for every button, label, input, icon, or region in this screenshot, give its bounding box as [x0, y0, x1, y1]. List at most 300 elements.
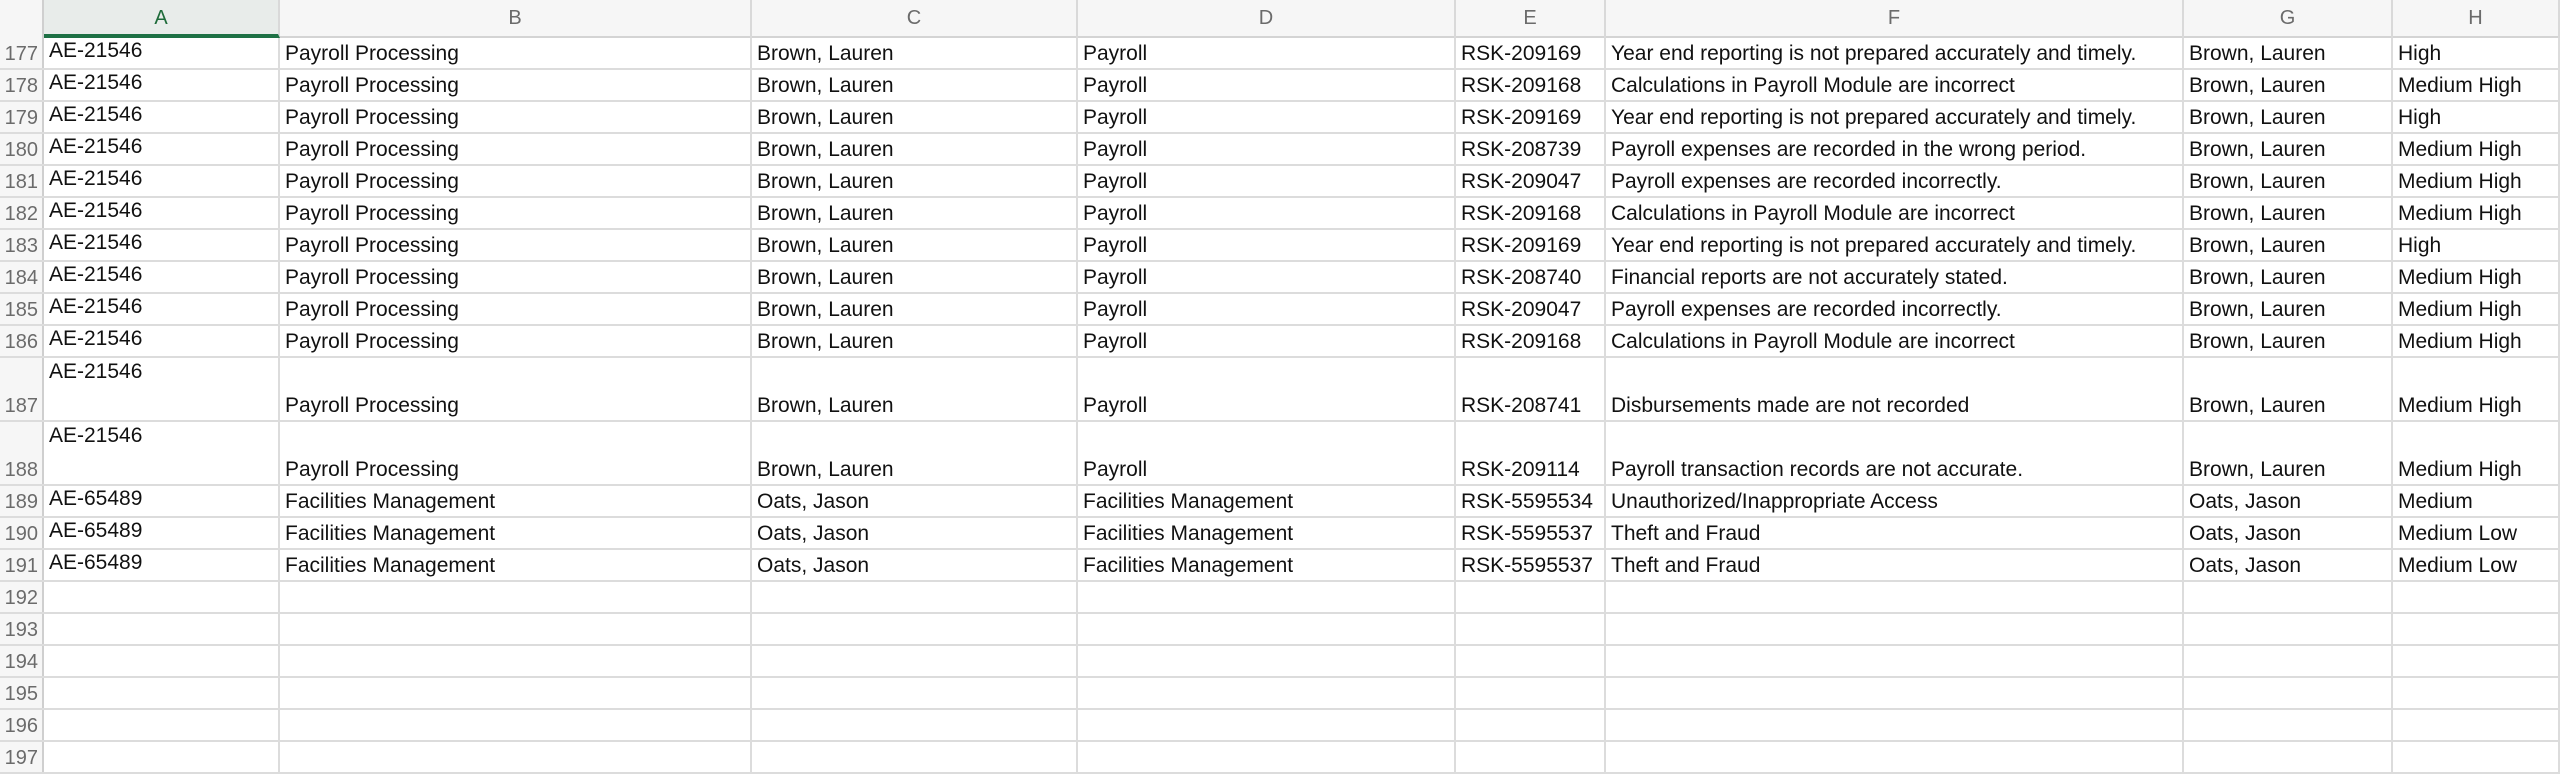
- cell-g[interactable]: [2184, 422, 2393, 484]
- row-header[interactable]: [0, 198, 44, 228]
- cell-e[interactable]: [1456, 582, 1606, 612]
- cell-value: Medium High: [2398, 458, 2522, 481]
- cell-c[interactable]: [752, 582, 1078, 612]
- cell-f[interactable]: [1606, 230, 2184, 260]
- cell-value: RSK-209169: [1461, 106, 1582, 129]
- cell-value: Payroll expenses are recorded in the wrong period.: [1611, 138, 2087, 161]
- row-number: 185: [4, 299, 38, 321]
- cell-e[interactable]: [1456, 134, 1606, 164]
- cell-value: Payroll Processing: [285, 266, 459, 289]
- cell-value: Oats, Jason: [2189, 522, 2302, 545]
- cell-f[interactable]: [1606, 710, 2184, 740]
- cell-g[interactable]: [2184, 38, 2393, 68]
- row-header[interactable]: [0, 326, 44, 356]
- cell-a[interactable]: [44, 198, 280, 228]
- cell-a[interactable]: [44, 614, 280, 644]
- cell-f[interactable]: [1606, 294, 2184, 324]
- cell-g[interactable]: [2184, 742, 2393, 772]
- cell-a[interactable]: [44, 486, 280, 516]
- cell-value: RSK-209047: [1461, 298, 1582, 321]
- cell-g[interactable]: [2184, 166, 2393, 196]
- table-row: [0, 262, 2560, 294]
- cell-value: Payroll expenses are recorded incorrectly.: [1611, 298, 2002, 321]
- cell-value: Brown, Lauren: [757, 170, 894, 193]
- cell-d[interactable]: [1078, 70, 1456, 100]
- cell-g[interactable]: [2184, 582, 2393, 612]
- cell-c[interactable]: [752, 358, 1078, 420]
- cell-c[interactable]: [752, 518, 1078, 548]
- cell-value: Facilities Management: [1083, 490, 1294, 513]
- column-header-e[interactable]: E: [1456, 0, 1606, 38]
- table-row: [0, 294, 2560, 326]
- cell-d[interactable]: [1078, 166, 1456, 196]
- cell-value: Medium: [2398, 490, 2473, 513]
- cell-g[interactable]: [2184, 102, 2393, 132]
- cell-h[interactable]: [2393, 166, 2560, 196]
- cell-h[interactable]: [2393, 230, 2560, 260]
- column-header-b[interactable]: B: [280, 0, 752, 38]
- cell-f[interactable]: [1606, 70, 2184, 100]
- row-number: 187: [4, 395, 38, 417]
- cell-c[interactable]: [752, 198, 1078, 228]
- cell-e[interactable]: [1456, 38, 1606, 68]
- table-row: [0, 102, 2560, 134]
- cell-h[interactable]: [2393, 326, 2560, 356]
- cell-value: Payroll Processing: [285, 234, 459, 257]
- row-header[interactable]: [0, 70, 44, 100]
- table-row: [0, 582, 2560, 614]
- cell-d[interactable]: [1078, 326, 1456, 356]
- cell-g[interactable]: [2184, 230, 2393, 260]
- row-header[interactable]: [0, 518, 44, 548]
- row-header[interactable]: [0, 262, 44, 292]
- cell-f[interactable]: [1606, 422, 2184, 484]
- row-number: 197: [4, 747, 38, 769]
- cell-d[interactable]: [1078, 742, 1456, 772]
- cell-e[interactable]: [1456, 550, 1606, 580]
- cell-a[interactable]: [44, 550, 280, 580]
- cell-g[interactable]: [2184, 262, 2393, 292]
- row-header[interactable]: [0, 614, 44, 644]
- cell-b[interactable]: [280, 326, 752, 356]
- cell-g[interactable]: [2184, 710, 2393, 740]
- cell-value: Brown, Lauren: [757, 330, 894, 353]
- cell-g[interactable]: [2184, 134, 2393, 164]
- cell-e[interactable]: [1456, 198, 1606, 228]
- cell-c[interactable]: [752, 742, 1078, 772]
- cell-d[interactable]: [1078, 422, 1456, 484]
- cell-value: Oats, Jason: [2189, 554, 2302, 577]
- cell-d[interactable]: [1078, 198, 1456, 228]
- cell-h[interactable]: [2393, 518, 2560, 548]
- cell-e[interactable]: [1456, 262, 1606, 292]
- cell-d[interactable]: [1078, 358, 1456, 420]
- column-header-g[interactable]: G: [2184, 0, 2393, 38]
- cell-value: Payroll: [1083, 42, 1148, 65]
- row-header[interactable]: [0, 678, 44, 708]
- cell-a[interactable]: [44, 102, 280, 132]
- cell-value: Medium High: [2398, 266, 2522, 289]
- cell-value: High: [2398, 106, 2442, 129]
- cell-c[interactable]: [752, 486, 1078, 516]
- cell-d[interactable]: [1078, 710, 1456, 740]
- cell-a[interactable]: [44, 134, 280, 164]
- cell-a[interactable]: [44, 294, 280, 324]
- cell-value: RSK-209169: [1461, 42, 1582, 65]
- cell-h[interactable]: [2393, 70, 2560, 100]
- cell-value: Brown, Lauren: [2189, 394, 2326, 417]
- cell-f[interactable]: [1606, 614, 2184, 644]
- cell-g[interactable]: [2184, 294, 2393, 324]
- row-header[interactable]: [0, 486, 44, 516]
- cell-value: Brown, Lauren: [2189, 266, 2326, 289]
- table-row: [0, 518, 2560, 550]
- cell-d[interactable]: [1078, 614, 1456, 644]
- cell-h[interactable]: [2393, 294, 2560, 324]
- row-number: 195: [4, 683, 38, 705]
- cell-a[interactable]: [44, 678, 280, 708]
- row-number: 189: [4, 491, 38, 513]
- cell-f[interactable]: [1606, 38, 2184, 68]
- cell-b[interactable]: [280, 550, 752, 580]
- cell-h[interactable]: [2393, 262, 2560, 292]
- cell-b[interactable]: [280, 678, 752, 708]
- cell-value: RSK-5595534: [1461, 490, 1593, 513]
- cell-value: Oats, Jason: [757, 522, 870, 545]
- cell-c[interactable]: [752, 614, 1078, 644]
- row-header[interactable]: [0, 294, 44, 324]
- cell-c[interactable]: [752, 710, 1078, 740]
- cell-f[interactable]: [1606, 550, 2184, 580]
- column-header-c[interactable]: C: [752, 0, 1078, 38]
- cell-value: RSK-209168: [1461, 202, 1582, 225]
- row-number: 179: [4, 107, 38, 129]
- cell-e[interactable]: [1456, 70, 1606, 100]
- cell-value: AE-21546: [49, 103, 143, 126]
- cell-value: Brown, Lauren: [2189, 42, 2326, 65]
- cell-d[interactable]: [1078, 134, 1456, 164]
- cell-f[interactable]: [1606, 678, 2184, 708]
- cell-h[interactable]: [2393, 102, 2560, 132]
- row-header[interactable]: [0, 422, 44, 484]
- row-header[interactable]: [0, 38, 44, 68]
- cell-c[interactable]: [752, 678, 1078, 708]
- cell-e[interactable]: [1456, 710, 1606, 740]
- cell-c[interactable]: [752, 166, 1078, 196]
- cell-a[interactable]: [44, 166, 280, 196]
- cell-b[interactable]: [280, 294, 752, 324]
- row-number: 177: [4, 43, 38, 65]
- row-header[interactable]: [0, 582, 44, 612]
- cell-value: Brown, Lauren: [757, 74, 894, 97]
- cell-b[interactable]: [280, 422, 752, 484]
- cell-f[interactable]: [1606, 134, 2184, 164]
- cell-b[interactable]: [280, 742, 752, 772]
- cell-h[interactable]: [2393, 582, 2560, 612]
- cell-value: Brown, Lauren: [757, 394, 894, 417]
- row-number: 188: [4, 459, 38, 481]
- cell-value: AE-21546: [49, 71, 143, 94]
- cell-h[interactable]: [2393, 198, 2560, 228]
- cell-b[interactable]: [280, 358, 752, 420]
- cell-h[interactable]: [2393, 486, 2560, 516]
- cell-value: Payroll: [1083, 458, 1148, 481]
- column-header-d[interactable]: D: [1078, 0, 1456, 38]
- cell-f[interactable]: [1606, 198, 2184, 228]
- cell-c[interactable]: [752, 102, 1078, 132]
- cell-b[interactable]: [280, 262, 752, 292]
- cell-value: Calculations in Payroll Module are incorrect: [1611, 74, 2015, 97]
- row-header[interactable]: [0, 166, 44, 196]
- cell-value: AE-21546: [49, 263, 143, 286]
- cell-value: Facilities Management: [285, 554, 496, 577]
- cell-value: RSK-209168: [1461, 330, 1582, 353]
- select-all-corner[interactable]: [0, 0, 44, 38]
- cell-a[interactable]: [44, 422, 280, 484]
- cell-value: AE-21546: [49, 360, 143, 383]
- cell-g[interactable]: [2184, 518, 2393, 548]
- row-header[interactable]: [0, 134, 44, 164]
- column-header-h[interactable]: H: [2393, 0, 2560, 38]
- row-number: 196: [4, 715, 38, 737]
- cell-d[interactable]: [1078, 102, 1456, 132]
- cell-d[interactable]: [1078, 582, 1456, 612]
- cell-value: High: [2398, 42, 2442, 65]
- cell-d[interactable]: [1078, 38, 1456, 68]
- cell-f[interactable]: [1606, 646, 2184, 676]
- cell-h[interactable]: [2393, 614, 2560, 644]
- cell-e[interactable]: [1456, 166, 1606, 196]
- cell-b[interactable]: [280, 230, 752, 260]
- cell-b[interactable]: [280, 198, 752, 228]
- row-header[interactable]: [0, 742, 44, 772]
- cell-g[interactable]: [2184, 198, 2393, 228]
- cell-f[interactable]: [1606, 326, 2184, 356]
- row-number: 191: [4, 555, 38, 577]
- cell-value: Year end reporting is not prepared accurately and timely.: [1611, 234, 2137, 257]
- cell-a[interactable]: [44, 518, 280, 548]
- cell-d[interactable]: [1078, 486, 1456, 516]
- cell-h[interactable]: [2393, 742, 2560, 772]
- row-header[interactable]: [0, 550, 44, 580]
- cell-f[interactable]: [1606, 262, 2184, 292]
- cell-b[interactable]: [280, 486, 752, 516]
- cell-h[interactable]: [2393, 646, 2560, 676]
- cell-value: Brown, Lauren: [2189, 74, 2326, 97]
- cell-e[interactable]: [1456, 294, 1606, 324]
- row-header[interactable]: [0, 358, 44, 420]
- cell-e[interactable]: [1456, 518, 1606, 548]
- table-row: [0, 422, 2560, 486]
- cell-a[interactable]: [44, 710, 280, 740]
- column-header-a[interactable]: A: [44, 0, 280, 38]
- cell-e[interactable]: [1456, 358, 1606, 420]
- cell-b[interactable]: [280, 710, 752, 740]
- cell-e[interactable]: [1456, 102, 1606, 132]
- cell-value: Payroll Processing: [285, 42, 459, 65]
- cell-c[interactable]: [752, 70, 1078, 100]
- row-header[interactable]: [0, 102, 44, 132]
- cell-h[interactable]: [2393, 678, 2560, 708]
- cell-g[interactable]: [2184, 646, 2393, 676]
- cell-f[interactable]: [1606, 582, 2184, 612]
- cell-d[interactable]: [1078, 518, 1456, 548]
- row-header[interactable]: [0, 710, 44, 740]
- cell-value: Payroll: [1083, 394, 1148, 417]
- cell-c[interactable]: [752, 550, 1078, 580]
- cell-value: Payroll: [1083, 298, 1148, 321]
- cell-e[interactable]: [1456, 326, 1606, 356]
- cell-c[interactable]: [752, 294, 1078, 324]
- cell-h[interactable]: [2393, 134, 2560, 164]
- cell-e[interactable]: [1456, 422, 1606, 484]
- cell-a[interactable]: [44, 742, 280, 772]
- cell-f[interactable]: [1606, 358, 2184, 420]
- cell-h[interactable]: [2393, 358, 2560, 420]
- cell-b[interactable]: [280, 102, 752, 132]
- cell-a[interactable]: [44, 230, 280, 260]
- cell-b[interactable]: [280, 518, 752, 548]
- cell-e[interactable]: [1456, 230, 1606, 260]
- cell-value: Brown, Lauren: [2189, 170, 2326, 193]
- table-row: [0, 38, 2560, 70]
- cell-a[interactable]: [44, 262, 280, 292]
- cell-a[interactable]: [44, 358, 280, 420]
- cell-b[interactable]: [280, 646, 752, 676]
- cell-d[interactable]: [1078, 262, 1456, 292]
- cell-f[interactable]: [1606, 102, 2184, 132]
- cell-value: AE-65489: [49, 519, 143, 542]
- cell-c[interactable]: [752, 262, 1078, 292]
- cell-f[interactable]: [1606, 166, 2184, 196]
- cell-c[interactable]: [752, 38, 1078, 68]
- cell-g[interactable]: [2184, 358, 2393, 420]
- row-header[interactable]: [0, 646, 44, 676]
- cell-d[interactable]: [1078, 678, 1456, 708]
- cell-a[interactable]: [44, 38, 280, 68]
- cell-value: Brown, Lauren: [757, 202, 894, 225]
- cell-h[interactable]: [2393, 710, 2560, 740]
- cell-value: Medium Low: [2398, 554, 2518, 577]
- cell-d[interactable]: [1078, 550, 1456, 580]
- cell-value: Payroll: [1083, 170, 1148, 193]
- cell-value: RSK-209114: [1461, 458, 1580, 481]
- cell-g[interactable]: [2184, 678, 2393, 708]
- cell-b[interactable]: [280, 38, 752, 68]
- cell-value: AE-21546: [49, 39, 143, 62]
- cell-value: AE-21546: [49, 167, 143, 190]
- cell-c[interactable]: [752, 326, 1078, 356]
- cell-value: RSK-208741: [1461, 394, 1582, 417]
- cell-value: Payroll Processing: [285, 330, 459, 353]
- cell-e[interactable]: [1456, 742, 1606, 772]
- cell-value: Calculations in Payroll Module are incorrect: [1611, 202, 2015, 225]
- cell-value: Brown, Lauren: [2189, 458, 2326, 481]
- cell-d[interactable]: [1078, 230, 1456, 260]
- cell-c[interactable]: [752, 646, 1078, 676]
- cell-value: RSK-208740: [1461, 266, 1582, 289]
- cell-b[interactable]: [280, 166, 752, 196]
- cell-value: Medium High: [2398, 298, 2522, 321]
- cell-h[interactable]: [2393, 422, 2560, 484]
- cell-d[interactable]: [1078, 646, 1456, 676]
- cell-value: Oats, Jason: [757, 554, 870, 577]
- cell-value: Oats, Jason: [757, 490, 870, 513]
- cell-a[interactable]: [44, 582, 280, 612]
- cell-value: Payroll: [1083, 138, 1148, 161]
- cell-g[interactable]: [2184, 550, 2393, 580]
- cell-value: Financial reports are not accurately stated.: [1611, 266, 2008, 289]
- row-number: 182: [4, 203, 38, 225]
- cell-e[interactable]: [1456, 486, 1606, 516]
- cell-e[interactable]: [1456, 678, 1606, 708]
- table-row: [0, 486, 2560, 518]
- cell-b[interactable]: [280, 134, 752, 164]
- cell-g[interactable]: [2184, 326, 2393, 356]
- cell-value: AE-21546: [49, 231, 143, 254]
- cell-f[interactable]: [1606, 518, 2184, 548]
- table-row: [0, 326, 2560, 358]
- cell-b[interactable]: [280, 614, 752, 644]
- cell-value: Theft and Fraud: [1611, 554, 1761, 577]
- cell-e[interactable]: [1456, 646, 1606, 676]
- cell-b[interactable]: [280, 582, 752, 612]
- cell-value: Payroll Processing: [285, 394, 459, 417]
- cell-a[interactable]: [44, 646, 280, 676]
- cell-f[interactable]: [1606, 742, 2184, 772]
- cell-value: Medium High: [2398, 170, 2522, 193]
- column-header-f[interactable]: F: [1606, 0, 2184, 38]
- row-number: 192: [4, 587, 38, 609]
- cell-value: Brown, Lauren: [2189, 330, 2326, 353]
- table-row: [0, 70, 2560, 102]
- table-row: [0, 742, 2560, 774]
- cell-c[interactable]: [752, 230, 1078, 260]
- cell-value: RSK-209047: [1461, 170, 1582, 193]
- cell-h[interactable]: [2393, 550, 2560, 580]
- cell-c[interactable]: [752, 422, 1078, 484]
- cell-value: Brown, Lauren: [757, 138, 894, 161]
- cell-g[interactable]: [2184, 614, 2393, 644]
- cell-value: Brown, Lauren: [757, 106, 894, 129]
- row-number: 184: [4, 267, 38, 289]
- cell-c[interactable]: [752, 134, 1078, 164]
- cell-value: Brown, Lauren: [757, 234, 894, 257]
- table-row: [0, 198, 2560, 230]
- cell-e[interactable]: [1456, 614, 1606, 644]
- cell-value: Year end reporting is not prepared accurately and timely.: [1611, 42, 2137, 65]
- cell-g[interactable]: [2184, 486, 2393, 516]
- table-row: [0, 358, 2560, 422]
- cell-value: RSK-209169: [1461, 234, 1582, 257]
- cell-b[interactable]: [280, 70, 752, 100]
- table-row: [0, 614, 2560, 646]
- cell-h[interactable]: [2393, 38, 2560, 68]
- table-row: [0, 134, 2560, 166]
- cell-a[interactable]: [44, 70, 280, 100]
- row-number: 178: [4, 75, 38, 97]
- cell-f[interactable]: [1606, 486, 2184, 516]
- cell-value: Payroll: [1083, 234, 1148, 257]
- cell-a[interactable]: [44, 326, 280, 356]
- cell-value: Brown, Lauren: [757, 298, 894, 321]
- cell-g[interactable]: [2184, 70, 2393, 100]
- cell-d[interactable]: [1078, 294, 1456, 324]
- cell-value: Payroll Processing: [285, 74, 459, 97]
- cell-value: Payroll Processing: [285, 202, 459, 225]
- cell-value: Payroll expenses are recorded incorrectly.: [1611, 170, 2002, 193]
- row-header[interactable]: [0, 230, 44, 260]
